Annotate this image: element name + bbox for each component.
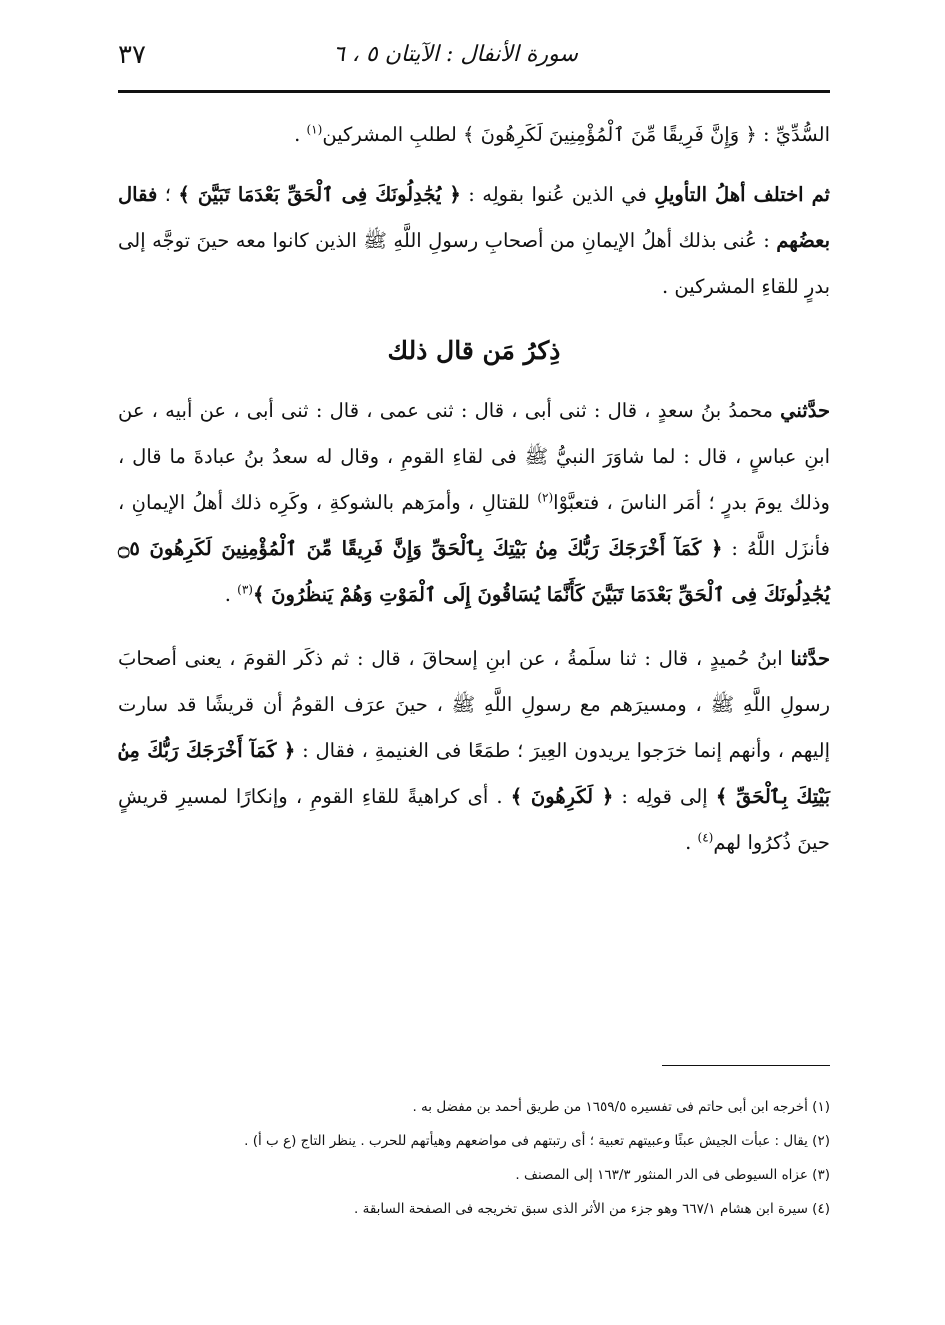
paragraph-3 [118, 388, 830, 618]
paragraph-2 [118, 172, 830, 310]
footnote-ref-2: (٢) [537, 490, 554, 505]
paragraph-2-text-a: في الذين عُنوا بقولِه : [460, 183, 655, 206]
footnote-2: (٢) يقال : عبأت الجيش عبئًا وعبيتهم تعبية ؛ أى رتبتهم فى مواضعهم وهيأتهم للحرب . ينظر التاج (ع ب أ) . [244, 1133, 830, 1149]
quran-verse: ﴿ يُجَٰدِلُونَكَ فِى ٱلْحَقِّ بَعْدَمَا تَبَيَّنَ ﴾ [178, 183, 461, 206]
paragraph-2-text-b: ؛ [157, 183, 179, 206]
page-number: ٣٧ [118, 40, 146, 70]
paragraph-3-text-a: محمدُ بنُ سعدٍ ، قال : ثنى أبى ، قال : ثنى عمى ، قال : ثنى أبى ، عن أبيه ، عن ابنِ عباسٍ ، قال : لما شاوَرَ النبيُّ ﷺ فى لقاءِ القومِ ، وقال له سعدُ بنُ عبادةَ ما قال ، وذلك يومَ بدرٍ ؛ أمَر الناسَ ، فتعبَّوْا [118, 399, 830, 514]
page-body [118, 112, 830, 884]
header-rule [118, 90, 830, 93]
paragraph-1-end: . [294, 123, 307, 146]
paragraph-2-lead: ثم اختلف أهلُ التأويلِ [654, 183, 830, 206]
footnote-ref-1: (١) [306, 122, 323, 137]
footnote-1: (١) أخرجه ابن أبى حاتم فى تفسيره ١٦٥٩/٥ من طريق أحمد بن مفضل به . [412, 1099, 830, 1115]
paragraph-4-end: . [685, 831, 698, 854]
paragraph-4-lead: حدَّثنا [790, 647, 830, 670]
quran-verse: ﴿ كَمَآ أَخْرَجَكَ رَبُّكَ مِنۢ بَيْتِكَ بِٱلْحَقِّ ﴾ [118, 739, 831, 808]
page-header [118, 34, 830, 84]
running-title: سورة الأنفال : الآيتان ٥ ، ٦ [333, 42, 578, 67]
paragraph-2-lead-2: فقال بعضُهم [118, 183, 830, 252]
footnote-rule [662, 1065, 830, 1066]
paragraph-3-text-b: للقتالِ ، وأمرَهم بالشوكةِ ، وكَرِه ذلك أهلُ الإيمانِ ، فأنزَل اللَّهُ : [118, 491, 830, 560]
paragraph-3-end: . [224, 583, 238, 606]
footnotes [118, 1090, 830, 1226]
footnote-3: (٣) عزاه السيوطى فى الدر المنثور ١٦٣/٣ إلى المصنف . [515, 1167, 830, 1183]
quran-verse: ﴿ كَمَآ أَخْرَجَكَ رَبُّكَ مِنۢ بَيْتِكَ بِٱلْحَقِّ وَإِنَّ فَرِيقًا مِّنَ ٱلْمُؤْمِنِينَ لَكَرِهُونَ ۝٥ يُجَٰدِلُونَكَ فِى ٱلْحَقِّ بَعْدَمَا تَبَيَّنَ كَأَنَّمَا يُسَاقُونَ إِلَى ٱلْمَوْتِ وَهُمْ يَنظُرُونَ ﴾ [118, 537, 830, 606]
quran-verse: ﴿ لَكَرِهُونَ ﴾ [510, 785, 614, 808]
footnote-4: (٤) سيرة ابن هشام ٦٦٧/١ وهو جزء من الأثر الذى سبق تخريجه فى الصفحة السابقة . [354, 1201, 830, 1217]
paragraph-3-lead: حدَّثني [780, 399, 830, 422]
paragraph-4 [118, 636, 830, 866]
paragraph-4-text-b: إلى قولِه : [613, 785, 716, 808]
paragraph-2-text-c: : عُنى بذلك أهلُ الإيمانِ من أصحابِ رسولِ اللَّهِ ﷺ الذين كانوا معه حينَ توجَّه إلى بدرٍ للقاءِ المشركين . [118, 229, 830, 298]
paragraph-1 [118, 112, 830, 158]
paragraph-1-text: السُّدِّيِّ : ﴿ وَإِنَّ فَرِيقًا مِّنَ ٱلْمُؤْمِنِينَ لَكَرِهُونَ ﴾ لطلبِ المشركين [322, 123, 830, 146]
paragraph-4-text-a: ابنُ حُميدٍ ، قال : ثنا سلَمةُ ، عن ابنِ إسحاقَ ، قال : ثم ذكَر القومَ ، يعنى أصحابَ رسولِ اللَّهِ ﷺ ، ومسيرَهم مع رسولِ اللَّهِ ﷺ ، حينَ عرَف القومُ أن قريشًا قد سارت إليهم ، وأنهم إنما خرَجوا يريدون العِيرَ ؛ طمَعًا فى الغنيمةِ ، فقال : [118, 647, 830, 762]
section-title: ذِكرُ مَن قال ذلك [387, 336, 561, 365]
paragraph-4-text-c: . أى كراهيةً للقاءِ القومِ ، وإنكارًا لمسيرِ قريشٍ حينَ ذُكرُوا لهم [118, 785, 830, 854]
footnote-ref-4: (٤) [697, 830, 714, 845]
footnote-ref-3: (٣) [237, 582, 253, 597]
